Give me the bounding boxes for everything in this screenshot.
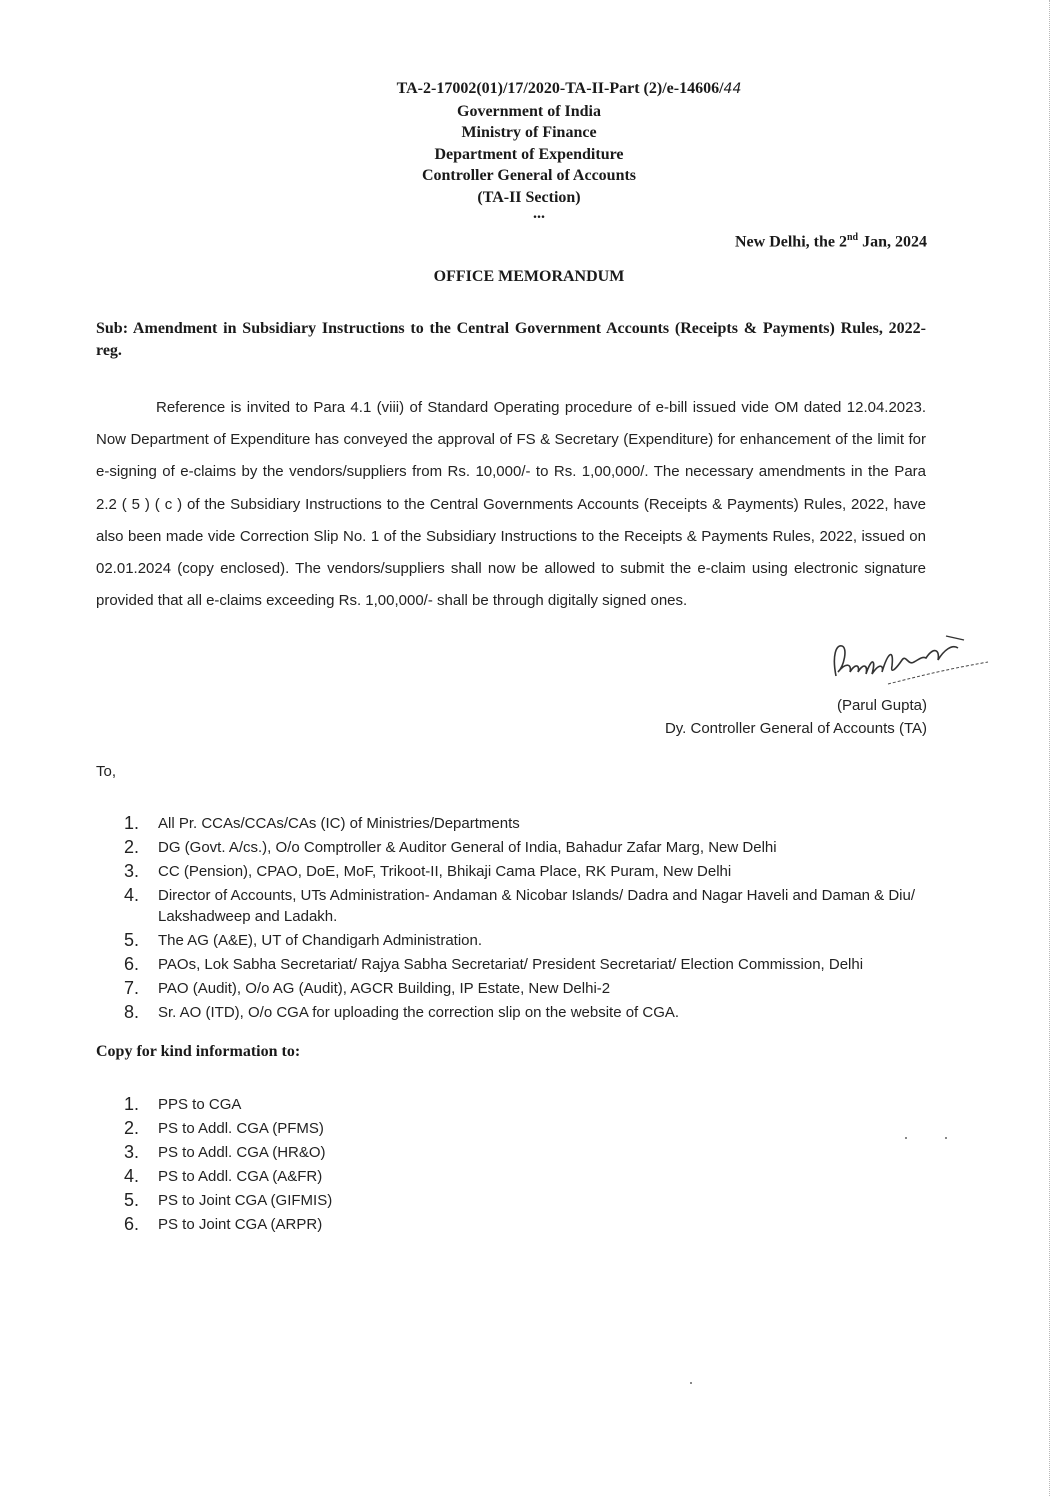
memo-subject: Sub: Amendment in Subsidiary Instructions to the Central Government Accounts (Receipts & Payments) Rules, 2022- reg. bbox=[96, 320, 926, 359]
signatory-designation: Dy. Controller General of Accounts (TA) bbox=[664, 720, 927, 737]
list-item: 4. PS to Addl. CGA (A&FR) bbox=[124, 1166, 323, 1186]
scan-speck bbox=[905, 1137, 907, 1139]
list-item: 3. PS to Addl. CGA (HR&O) bbox=[124, 1142, 326, 1162]
list-item: 5. PS to Joint CGA (GIFMIS) bbox=[124, 1190, 333, 1210]
handwritten-reference-suffix: 44 bbox=[723, 81, 742, 97]
copy-to-label: Copy for kind information to: bbox=[96, 1043, 301, 1060]
list-item: 8. Sr. AO (ITD), O/o CGA for uploading the correction slip on the website of CGA. bbox=[124, 1002, 680, 1022]
memo-date: New Delhi, the 2nd Jan, 2024 bbox=[734, 232, 927, 251]
signatory-name: (Parul Gupta) bbox=[836, 697, 927, 714]
reference-number: TA-2-17002(01)/17/2020-TA-II-Part (2)/e-14606/44 bbox=[396, 80, 742, 97]
list-item: 6. PS to Joint CGA (ARPR) bbox=[124, 1214, 323, 1234]
list-item: 3. CC (Pension), CPAO, DoE, MoF, Trikoot-II, Bhikaji Cama Place, RK Puram, New Delhi bbox=[124, 861, 732, 881]
list-item: 1. PPS to CGA bbox=[124, 1094, 242, 1114]
header-line-ministry: Ministry of Finance bbox=[461, 124, 597, 141]
list-item: 7. PAO (Audit), O/o AG (Audit), AGCR Building, IP Estate, New Delhi-2 bbox=[124, 978, 611, 998]
list-item: 4. Director of Accounts, UTs Administration- Andaman & Nicobar Islands/ Dadra and Nagar Haveli and Daman & Diu/ Lakshadweep and Ladakh. bbox=[124, 885, 916, 925]
header-line-section: (TA-II Section) bbox=[477, 188, 581, 206]
header-line-controller: Controller General of Accounts bbox=[421, 167, 637, 184]
scan-speck bbox=[690, 1382, 692, 1384]
signature-image bbox=[822, 626, 992, 696]
copy-to-list bbox=[124, 1094, 929, 1238]
memo-title: OFFICE MEMORANDUM bbox=[433, 268, 625, 285]
list-item: 5. The AG (A&E), UT of Chandigarh Administration. bbox=[124, 930, 483, 950]
memo-body-paragraph: Reference is invited to Para 4.1 (viii) of Standard Operating procedure of e-bill issued vide OM dated 12.04.2023. Now Department of Expenditure has conveyed the approval of FS & Secretary (Expenditure) for enhancement of the limit for e-signing of e-claims by the vendors/suppliers from Rs. 10,000/- to Rs. 1,00,000/. The necessary amendments in the Para 2.2 ( 5 ) ( c ) of the Subsidiary Instructions to the Central Governments Accounts (Receipts & Payments) Rules, 2022, have also been made vide Correction Slip No. 1 of the Subsidiary Instructions to the Receipts & Payments Rules, 2022, issued on 02.01.2024 (copy enclosed). The vendors/suppliers shall now be allowed to submit the e-claim using electronic signature provided that all e-claims exceeding Rs. 1,00,000/- shall be through digitally signed ones. bbox=[96, 399, 926, 610]
list-item: 2. PS to Addl. CGA (PFMS) bbox=[124, 1118, 324, 1138]
scan-speck bbox=[945, 1137, 947, 1139]
list-item: 1. All Pr. CCAs/CCAs/CAs (IC) of Ministries/Departments bbox=[124, 813, 520, 833]
list-item: 6. PAOs, Lok Sabha Secretariat/ Rajya Sabha Secretariat/ President Secretariat/ Election Commission, Delhi bbox=[124, 954, 864, 974]
header-line-government: Government of India bbox=[457, 102, 601, 120]
list-item: 2. DG (Govt. A/cs.), O/o Comptroller & Auditor General of India, Bahadur Zafar Marg, New Delhi bbox=[124, 837, 777, 857]
letterhead bbox=[0, 78, 1058, 220]
header-dots: ... bbox=[533, 205, 545, 222]
header-line-department: Department of Expenditure bbox=[434, 145, 624, 163]
scan-edge-artifact bbox=[1049, 0, 1050, 1496]
recipient-list bbox=[124, 813, 929, 1026]
to-label: To, bbox=[96, 763, 117, 780]
